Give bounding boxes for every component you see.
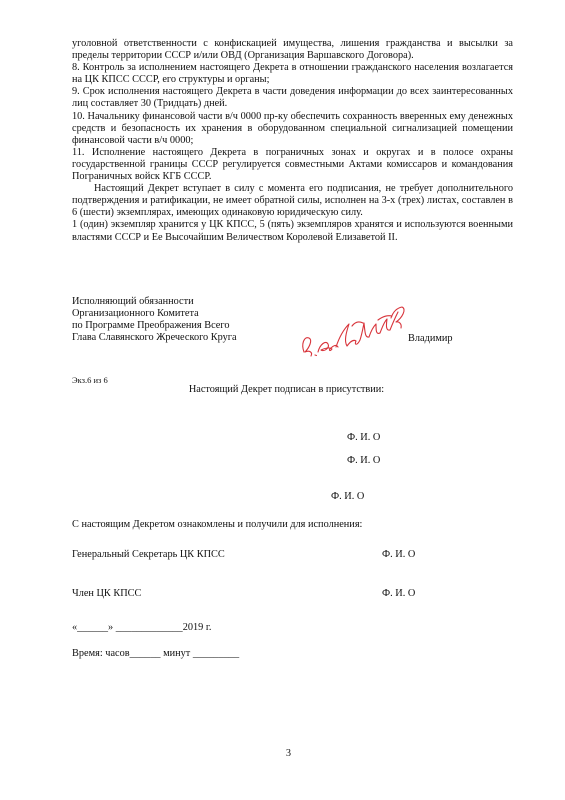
signatory-name: Владимир xyxy=(408,333,453,344)
paragraph-8: 8. Контроль за исполнением настоящего Декрета в отношении гражданского населения возлагается на ЦК КПСС СССР, его структуры и органы; xyxy=(72,62,513,86)
signatory-title-line: по Программе Преображения Всего xyxy=(72,320,230,332)
time-line: Время: часов______ минут _________ xyxy=(72,648,240,659)
handwritten-signature xyxy=(298,300,410,360)
witness-fio: Ф. И. О xyxy=(331,491,365,502)
paragraph-11: 11. Исполнение настоящего Декрета в пограничных зонах и округах и в полосе охраны государственной границы СССР регулируется совместными Актами комиссаров и командования Пограничных войск КГБ СССР. xyxy=(72,146,513,183)
paragraph-copies: 1 (один) экземпляр хранится у ЦК КПСС, 5 (пять) экземпляров хранятся и используются военными властями СССР и Ее Высочайшим Величеством Королевой Елизаветой II. xyxy=(72,219,513,243)
date-line: «______» _____________2019 г. xyxy=(72,622,212,633)
witness-fio: Ф. И. О xyxy=(347,432,381,443)
acknowledgement-heading: С настоящим Декретом ознакомлены и получили для исполнения: xyxy=(72,519,363,530)
recipient-fio: Ф. И. О xyxy=(382,588,416,599)
recipient-fio: Ф. И. О xyxy=(382,549,416,560)
copy-number: Экз.6 из 6 xyxy=(72,375,108,385)
recipient-role: Член ЦК КПСС xyxy=(72,588,142,599)
signatory-title-line: Исполняющий обязанности xyxy=(72,296,194,307)
recipient-role: Генеральный Секретарь ЦК КПСС xyxy=(72,549,225,560)
signatory-title-line: Организационного Комитета xyxy=(72,308,199,320)
paragraph-effective: Настоящий Декрет вступает в силу с момента его подписания, не требует дополнительного подтверждения и ратификации, не имеет обратной силы, исполнен на 3-х (трех) листах, составлен в 6 (шести) экземплярах, имеющих одинаковую юридическую силу. xyxy=(72,183,513,219)
signatory-title xyxy=(72,296,272,344)
witness-fio: Ф. И. О xyxy=(347,455,381,466)
paragraph-continuation: уголовной ответственности с конфискацией имущества, лишения гражданства и высылки за пределы территории СССР и/или ОВД (Организация Варшавского Договора). xyxy=(72,38,513,62)
page-number: 3 xyxy=(285,748,292,759)
presence-heading: Настоящий Декрет подписан в присутствии: xyxy=(188,384,385,395)
paragraph-10: 10. Начальнику финансовой части в/ч 0000 пр-ку обеспечить сохранность вверенных ему денежных средств и безопасность их хранения в оборудованном специальной сигнализацией помещении финансовой части в/ч 0000; xyxy=(72,110,513,146)
decree-body xyxy=(72,38,513,244)
paragraph-9: 9. Срок исполнения настоящего Декрета в части доведения информации до всех заинтересованных лиц составляет 30 (Тридцать) дней. xyxy=(72,86,513,110)
signatory-title-line: Глава Славянского Жреческого Круга xyxy=(72,332,237,344)
